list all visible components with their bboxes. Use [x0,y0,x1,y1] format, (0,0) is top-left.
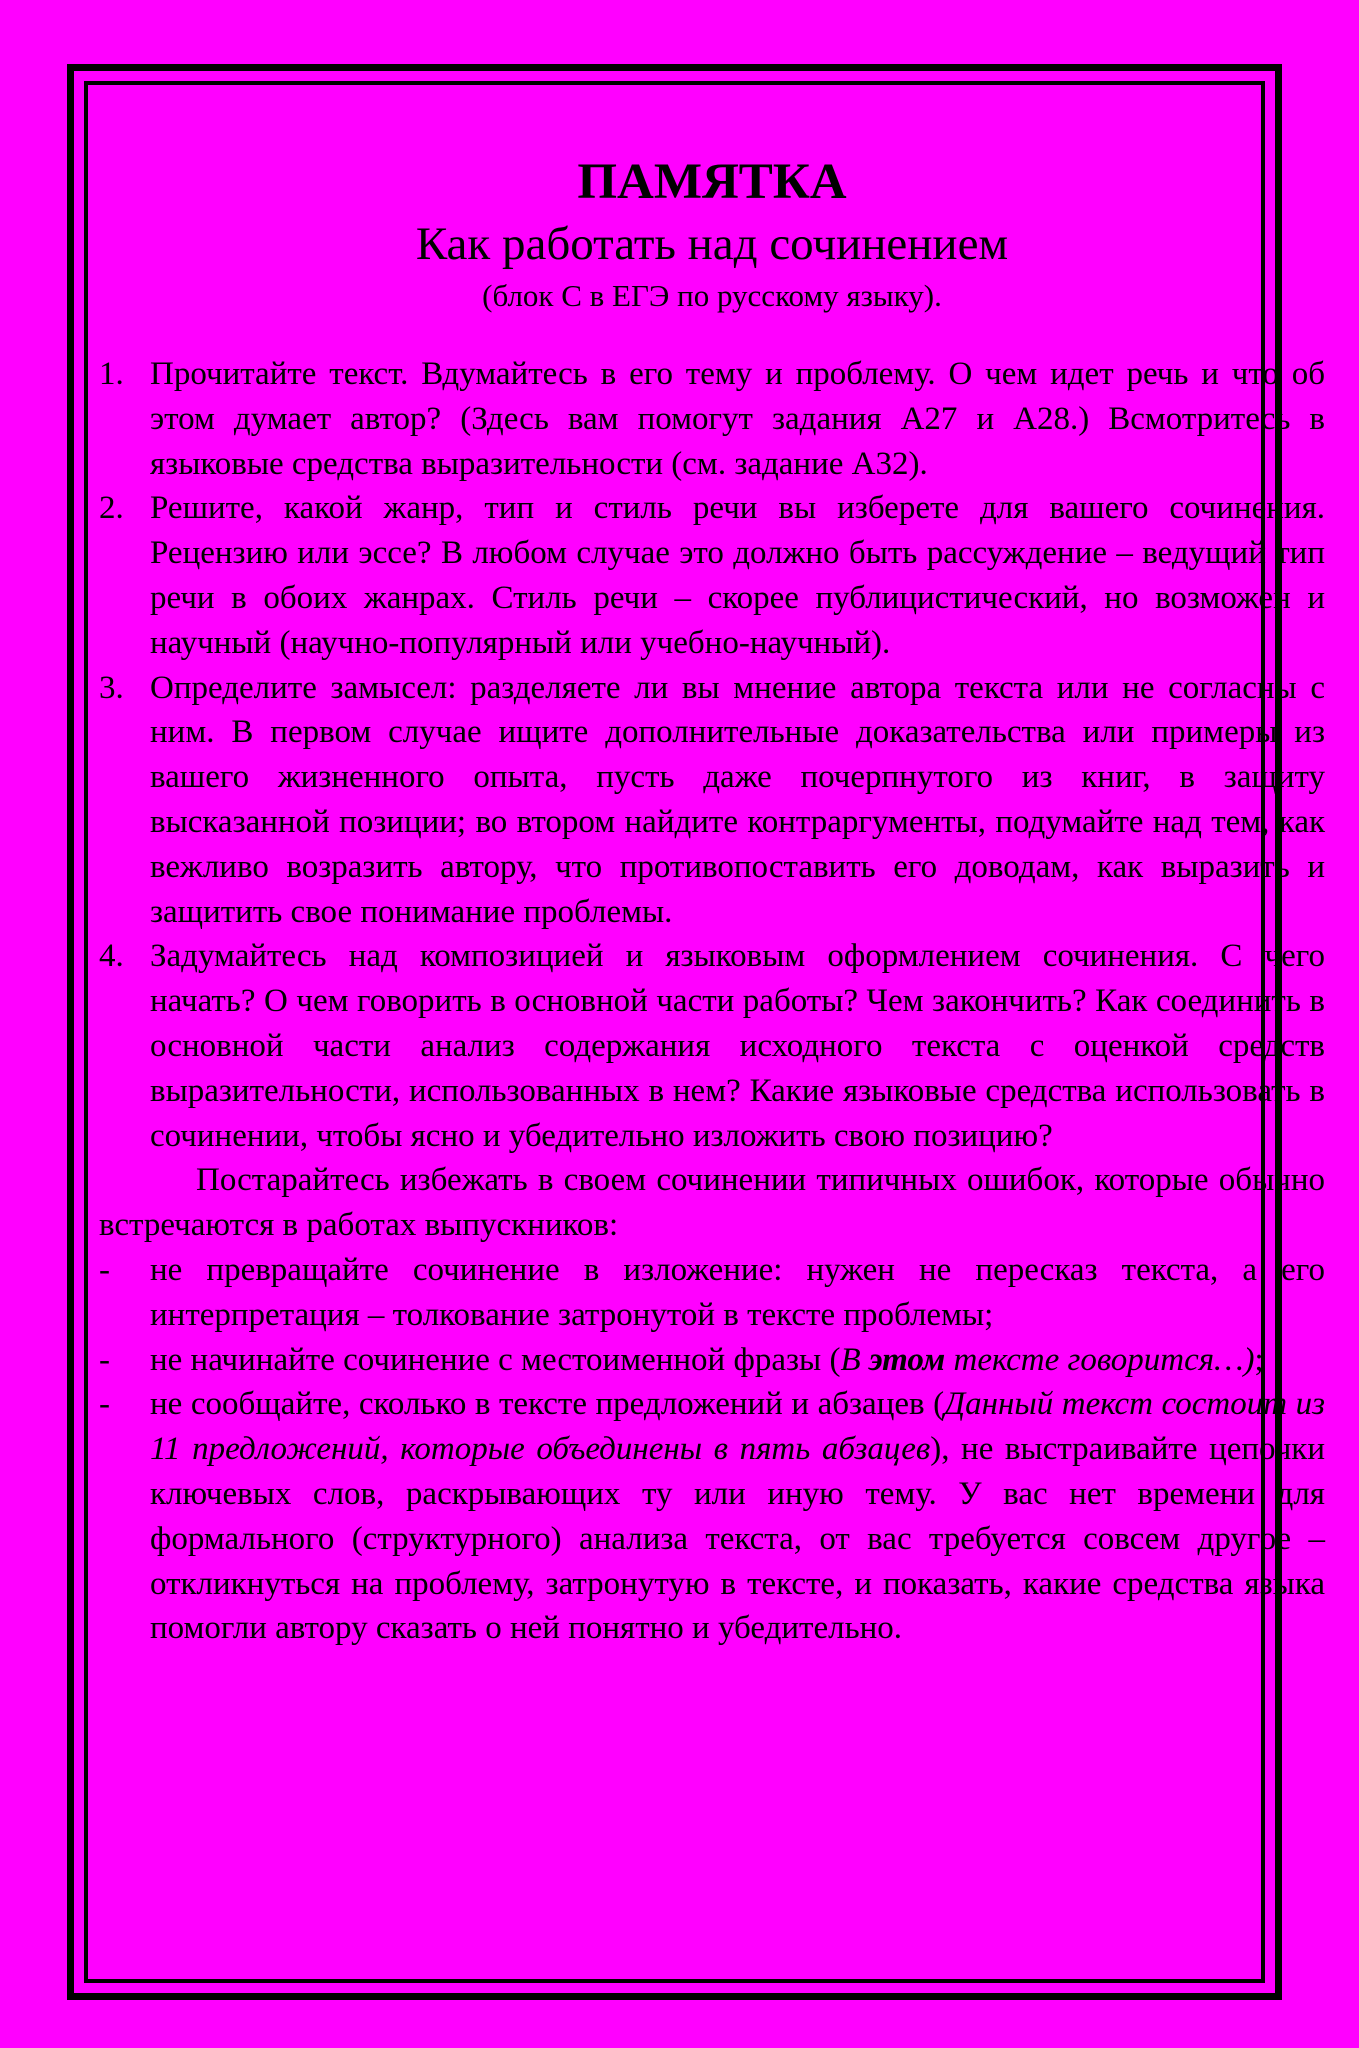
example-part: тексте говорится…) [945,1341,1255,1378]
mistake-example: Данный текст состоит из 11 предложений, которые объединены в пять абзацев [150,1386,1325,1468]
step-number: 2. [99,490,124,527]
mistake-text-part: не сообщайте, сколько в тексте предложений и абзацев ( [150,1386,945,1423]
step-item [99,934,1325,1158]
mistake-text: не превращайте сочинение в изложение: нужен не пересказ текста, а его интерпретация – толкование затронутой в тексте проблемы; [150,1251,1325,1333]
mistake-example [840,1342,1254,1378]
step-text: Решите, какой жанр, тип и стиль речи вы изберете для вашего сочинения. Рецензию или эссе? В любом случае это должно быть рассуждение – ведущий тип речи в обоих жанрах. Стиль речи – скорее публицистический, но возможен и научный (научно-популярный или учебно-научный). [150,490,1325,661]
step-item [99,666,1325,935]
mistake-item [99,1248,1325,1338]
dash-marker: - [99,1386,110,1423]
mistake-text-part: ; [1254,1341,1264,1378]
steps-list [99,352,1325,1158]
step-number: 3. [99,669,124,706]
step-text: Определите замысел: разделяете ли вы мнение автора текста или не согласны с ним. В первом случае ищите дополнительные доказательства или примеры из вашего жизненного опыта, пусть даже почерпнутого из книг, в защиту высказанной позиции; во втором найдите контраргументы, подумайте над тем, как вежливо возразить автору, что противопоставить его доводам, как выразить и защитить свое понимание проблемы. [150,669,1325,930]
step-item [99,486,1325,665]
mistake-item [99,1338,1325,1383]
step-text: Прочитайте текст. Вдумайтесь в его тему и проблему. О чем идет речь и что об этом думает автор? (Здесь вам помогут задания А27 и А28.) Всмотритесь в языковые средства выразительности (см. задание А32). [150,356,1325,482]
step-number: 4. [99,938,124,975]
mistake-text [150,1342,1264,1378]
memo-subtitle: Как работать над сочинением [415,218,1009,270]
memo-content [99,150,1325,1651]
example-part: В [840,1341,869,1378]
step-number: 1. [99,356,124,392]
memo-note: (блок С в ЕГЭ по русскому языку). [482,278,942,313]
dash-marker: - [99,1341,110,1378]
mistake-text-part: ), не выстраивайте цепочки ключевых слов, раскрывающих ту или иную тему. У вас нет времени для формального (структурного) анализа текста, от вас требуется совсем другое – откликнуться на проблему, затронутую в тексте, и показать, какие средства языка помогли автору сказать о ней понятно и убедительно. [150,1431,1325,1647]
mistakes-intro: Постарайтесь избежать в своем сочинении типичных ошибок, которые обычно встречаются в работах выпускников: [99,1162,1325,1244]
mistake-text-part: не начинайте сочинение с местоименной фразы ( [150,1341,841,1378]
mistake-item [99,1382,1325,1651]
step-item [99,352,1325,486]
dash-marker: - [99,1251,110,1288]
memo-title: ПАМЯТКА [577,154,847,210]
example-emphasis: этом [868,1341,946,1378]
mistakes-list [99,1248,1325,1651]
mistake-text [150,1386,1325,1646]
step-text: Задумайтесь над композицией и языковым оформлением сочинения. С чего начать? О чем говорить в основной части работы? Чем закончить? Как соединить в основной части анализ содержания исходного текста с оценкой средств выразительности, использованных в нем? Какие языковые средства использовать в сочинении, чтобы ясно и убедительно изложить свою позицию? [150,938,1325,1154]
